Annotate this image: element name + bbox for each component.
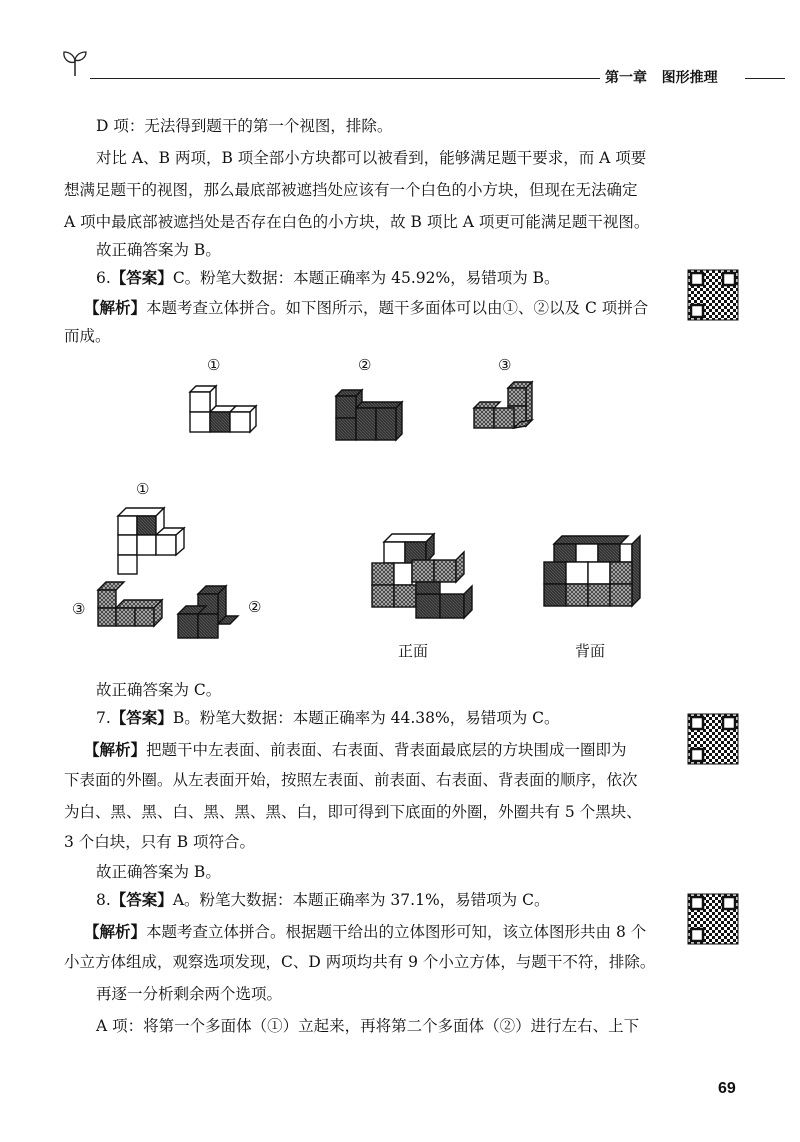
text-line: 3 个白块，只有 B 项符合。 <box>64 833 256 851</box>
text-line: 对比 A、B 两项，B 项全部小方块都可以被看到，能够满足题干要求，而 A 项要 <box>96 149 647 167</box>
figure-label-1: ① <box>207 356 221 374</box>
text-line: 故正确答案为 B。 <box>96 863 221 881</box>
assembly-part-1-figure <box>110 504 194 578</box>
header-rule <box>90 78 600 79</box>
analysis-line-7: 【解析】把题干中左表面、前表面、右表面、背表面最底层的方块围成一圈即为 <box>84 741 627 759</box>
text-line: 下表面的外圈。从左表面开始，按照左表面、前表面、右表面、背表面的顺序，依次 <box>64 771 638 789</box>
analysis-line-8: 【解析】本题考查立体拼合。根据题干给出的立体图形可知，该立体图形共由 8 个 <box>84 923 647 941</box>
chapter-title: 第一章 图形推理 <box>605 70 718 86</box>
text-line: A 项中最底部被遮挡处是否存在白色的小方块，故 B 项比 A 项更可能满足题干视图。 <box>64 213 650 231</box>
figure-label-2: ② <box>358 356 372 374</box>
text-line: D 项：无法得到题干的第一个视图，排除。 <box>96 117 393 135</box>
text-line: 小立方体组成，观察选项发现，C、D 两项均共有 9 个小立方体，与题干不符，排除。 <box>64 953 656 971</box>
polyhedron-1-figure <box>182 384 262 450</box>
assembly-label-3: ③ <box>72 600 86 618</box>
page-header <box>0 0 800 90</box>
analysis-line-6: 【解析】本题考查立体拼合。如下图所示，题干多面体可以由①、②以及 C 项拼合 <box>84 299 649 317</box>
assembly-part-3-figure <box>92 578 172 644</box>
page-number: 69 <box>718 1080 736 1097</box>
text-line: 故正确答案为 B。 <box>96 241 221 259</box>
answer-line-8: 8.【答案】A。粉笔大数据：本题正确率为 37.1%，易错项为 C。 <box>96 891 550 909</box>
assembled-back-figure <box>540 532 650 622</box>
sprout-icon <box>60 48 90 78</box>
text-line: 故正确答案为 C。 <box>96 681 222 699</box>
assembly-label-2: ② <box>248 598 262 616</box>
text-line: A 项：将第一个多面体（①）立起来，再将第二个多面体（②）进行左右、上下 <box>96 1017 640 1035</box>
header-rule-right <box>745 78 785 79</box>
answer-line-6: 6.【答案】C。粉笔大数据：本题正确率为 45.92%，易错项为 B。 <box>96 269 560 287</box>
caption-front: 正面 <box>398 642 429 660</box>
caption-back: 背面 <box>575 642 606 660</box>
text-line: 想满足题干的视图，那么最底部被遮挡处应该有一个白色的小方块，但现在无法确定 <box>64 181 638 199</box>
assembly-label-1: ① <box>136 480 150 498</box>
qr-code-icon[interactable] <box>688 894 738 944</box>
text-line: 而成。 <box>64 327 111 345</box>
qr-code-icon[interactable] <box>688 714 738 764</box>
qr-code-icon[interactable] <box>688 270 738 320</box>
text-line: 再逐一分析剩余两个选项。 <box>96 985 283 1003</box>
polyhedron-3-figure <box>470 380 548 450</box>
assembled-front-figure <box>368 532 480 632</box>
answer-line-7: 7.【答案】B。粉笔大数据：本题正确率为 44.38%，易错项为 C。 <box>96 709 560 727</box>
polyhedron-2-figure <box>332 388 416 448</box>
figure-label-3: ③ <box>498 356 512 374</box>
assembly-part-2-figure <box>176 582 248 644</box>
text-line: 为白、黑、黑、白、黑、黑、黑、白，即可得到下底面的外圈，外圈共有 5 个黑块、 <box>64 803 642 821</box>
